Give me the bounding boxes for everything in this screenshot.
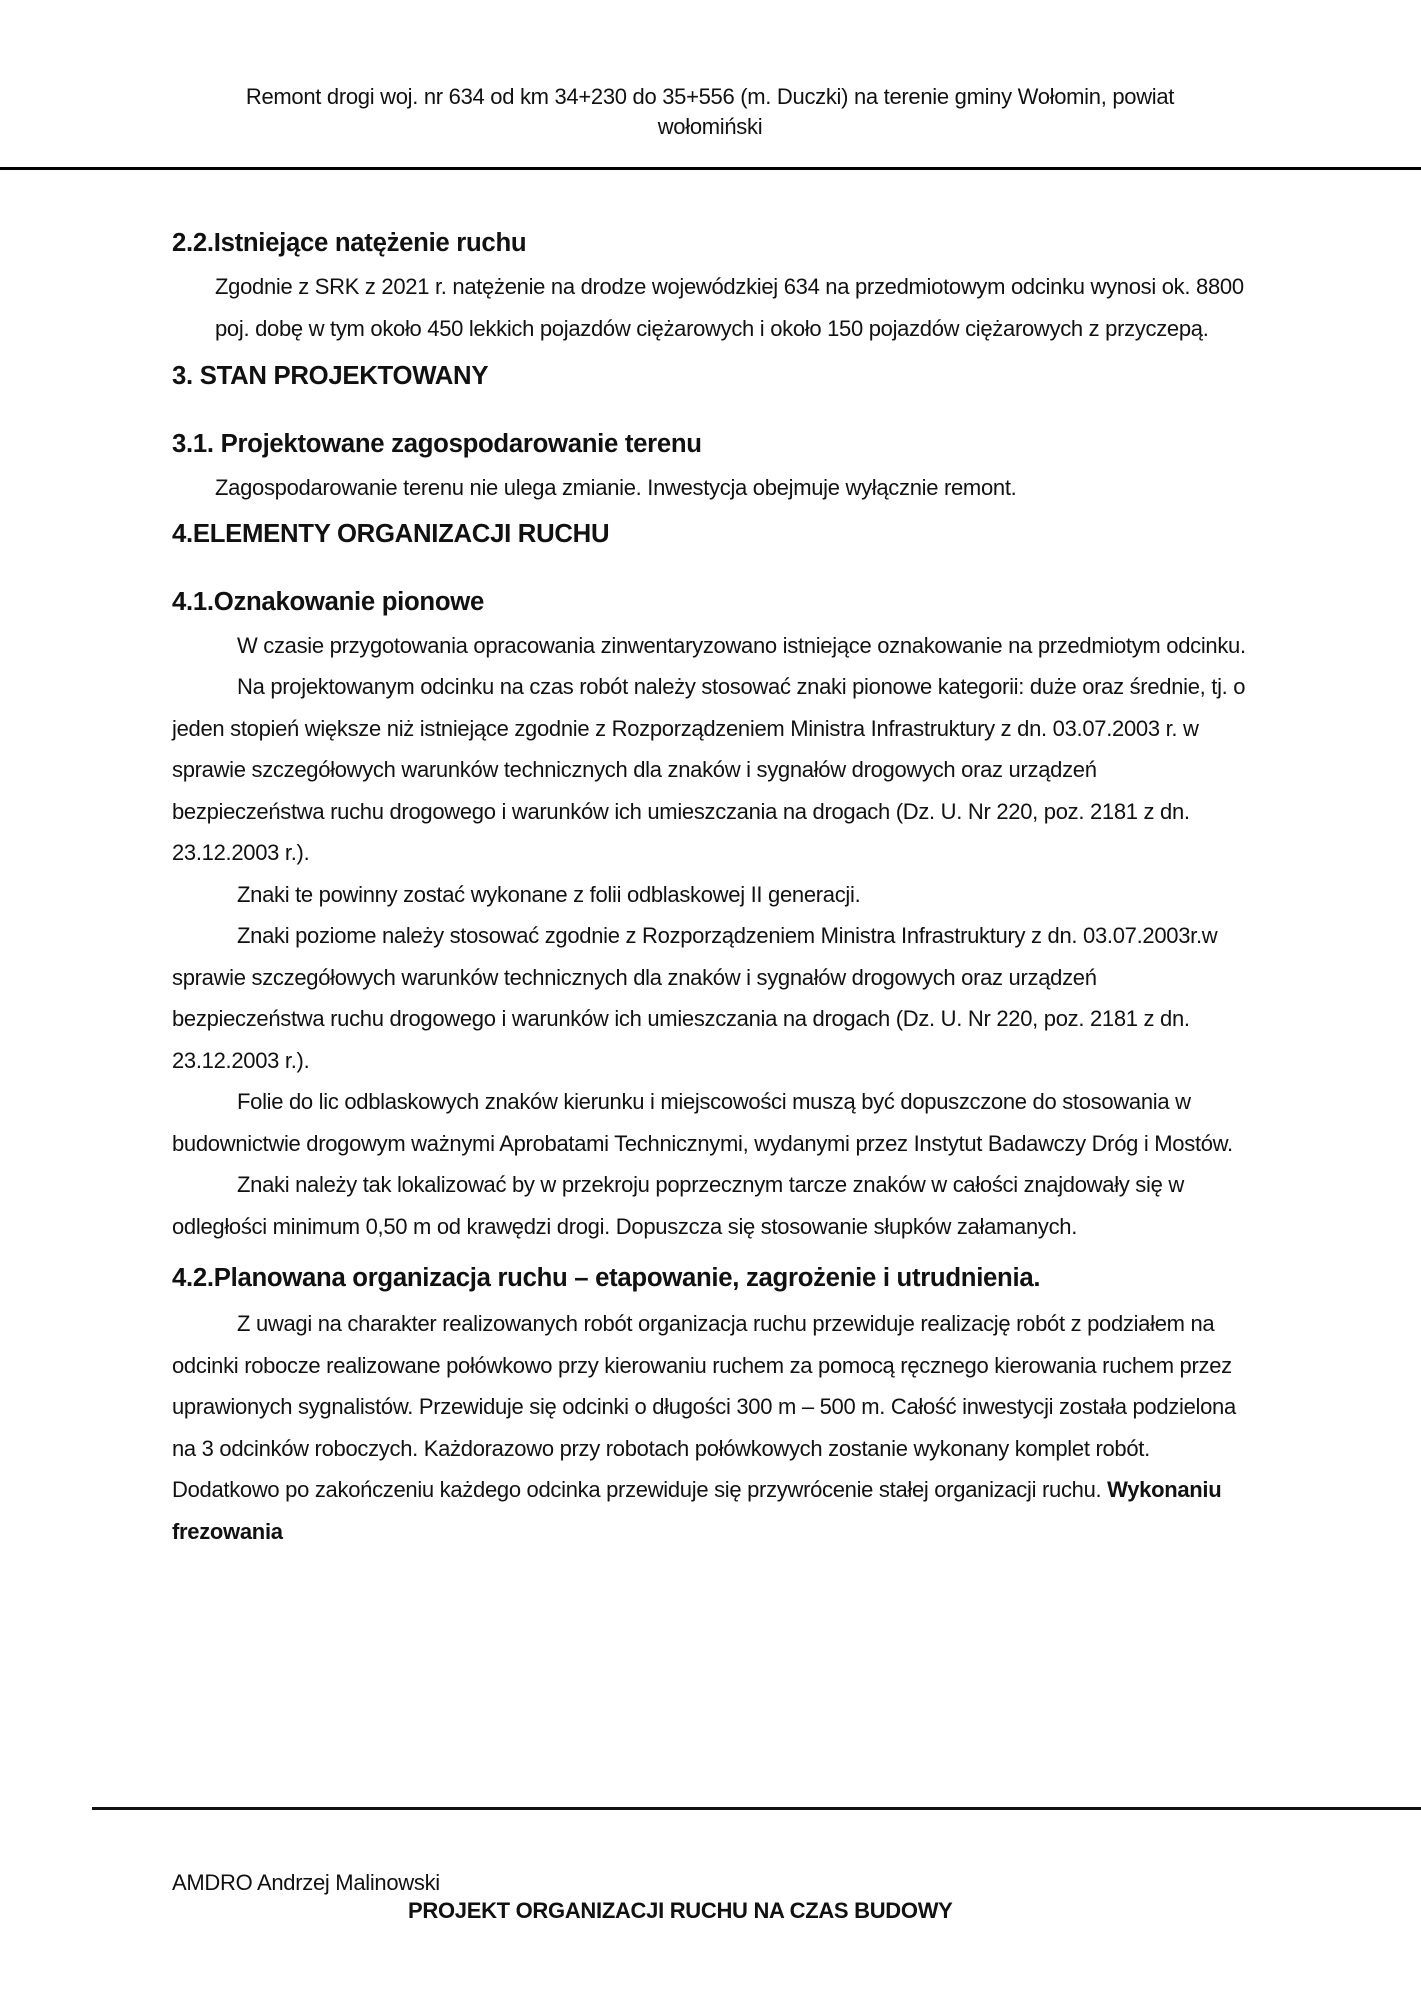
paragraph: Znaki należy tak lokalizować by w przekroju poprzecznym tarcze znaków w całości znajdowały się w odległości minimum 0,50 m od krawędzi drogi. Dopuszcza się stosowanie słupków załamanych. — [172, 1172, 1184, 1239]
section-heading: 4.ELEMENTY ORGANIZACJI RUCHU — [172, 519, 610, 548]
paragraph: Znaki poziome należy stosować zgodnie z Rozporządzeniem Ministra Infrastruktury z dn. 03.07.2003r.w sprawie szczegółowych warunków technicznych dla znaków i sygnałów drogowych oraz urządzeń bezpieczeństwa ruchu drogowego i warunków ich umieszczania na drogach (Dz. U. Nr 220, poz. 2181 z dn. 23.12.2003 r.). — [172, 923, 1218, 1073]
paragraph: Znaki te powinny zostać wykonane z folii odblaskowej II generacji. — [237, 881, 861, 907]
footer-divider — [92, 1807, 1421, 1810]
paragraph: W czasie przygotowania opracowania zinwentaryzowano istniejące oznakowanie na przedmiotym odcinku. — [237, 632, 1246, 658]
section-heading: 4.2.Planowana organizacja ruchu – etapowanie, zagrożenie i utrudnienia. — [172, 1264, 1041, 1292]
paragraph-bold-tail: Wykonaniu frezowania — [172, 1477, 1222, 1544]
paragraph: Na projektowanym odcinku na czas robót należy stosować znaki pionowe kategorii: duże oraz średnie, tj. o jeden stopień większe niż istniejące zgodnie z Rozporządzeniem Ministra Infrastruktury z dn. 03.07.2003 r. w sprawie szczegółowych warunków technicznych dla znaków i sygnałów drogowych oraz urządzeń bezpieczeństwa ruchu drogowego i warunków ich umieszczania na drogach (Dz. U. Nr 220, poz. 2181 z dn. 23.12.2003 r.). — [172, 674, 1246, 865]
section-body — [172, 467, 1252, 509]
paragraph-text: Z uwagi na charakter realizowanych robót organizacja ruchu przewiduje realizację robót z podziałem na odcinki robocze realizowane połówkowo przy kierowaniu ruchem za pomocą ręcznego kierowania ruchem przez uprawionych sygnalistów. Przewiduje się odcinki o długości 300 m – 500 m. Całość inwestycji została podzielona na 3 odcinków roboczych. Każdorazowo przy robotach połówkowych zostanie wykonany komplet robót. Dodatkowo po zakończeniu każdego odcinka przewiduje się przywrócenie stałej organizacji ruchu. — [172, 1311, 1236, 1502]
section-body — [172, 1303, 1252, 1552]
paragraph — [172, 1303, 1252, 1552]
section-body — [172, 266, 1252, 349]
footer-project-title: PROJEKT ORGANIZACJI RUCHU NA CZAS BUDOWY — [408, 1898, 953, 1923]
paragraph: Zagospodarowanie terenu nie ulega zmianie. Inwestycja obejmuje wyłącznie remont. — [215, 475, 1017, 500]
paragraph: Folie do lic odblaskowych znaków kierunku i miejscowości muszą być dopuszczone do stosowania w budownictwie drogowym ważnymi Aprobatami Technicznymi, wydanymi przez Instytut Badawczy Dróg i Mostów. — [172, 1089, 1233, 1156]
section-4 — [172, 517, 1252, 551]
header-line-2: wołomiński — [657, 114, 763, 139]
footer-company: AMDRO Andrzej Malinowski — [172, 1870, 440, 1895]
section-3 — [172, 359, 1252, 393]
section-3-1 — [172, 427, 1252, 509]
section-heading: 3. STAN PROJEKTOWANY — [172, 362, 489, 390]
section-body — [172, 625, 1252, 1248]
section-heading: 4.1.Oznakowanie pionowe — [172, 587, 484, 616]
section-2-2 — [172, 226, 1252, 349]
paragraph: Zgodnie z SRK z 2021 r. natężenie na drodze wojewódzkiej 634 na przedmiotowym odcinku wynosi ok. 8800 poj. dobę w tym około 450 lekkich pojazdów ciężarowych i około 150 pojazdów ciężarowych z przyczepą. — [215, 274, 1244, 341]
header-line-1: Remont drogi woj. nr 634 od km 34+230 do 35+556 (m. Duczki) na terenie gminy Wołomin, powiat — [245, 84, 1175, 109]
section-4-1 — [172, 585, 1252, 1248]
section-heading: 3.1. Projektowane zagospodarowanie terenu — [172, 430, 702, 458]
section-heading: 2.2.Istniejące natężenie ruchu — [172, 229, 527, 257]
page-header — [150, 82, 1270, 142]
header-divider — [0, 167, 1421, 170]
section-4-2 — [172, 1261, 1252, 1552]
document-body — [172, 226, 1252, 1552]
